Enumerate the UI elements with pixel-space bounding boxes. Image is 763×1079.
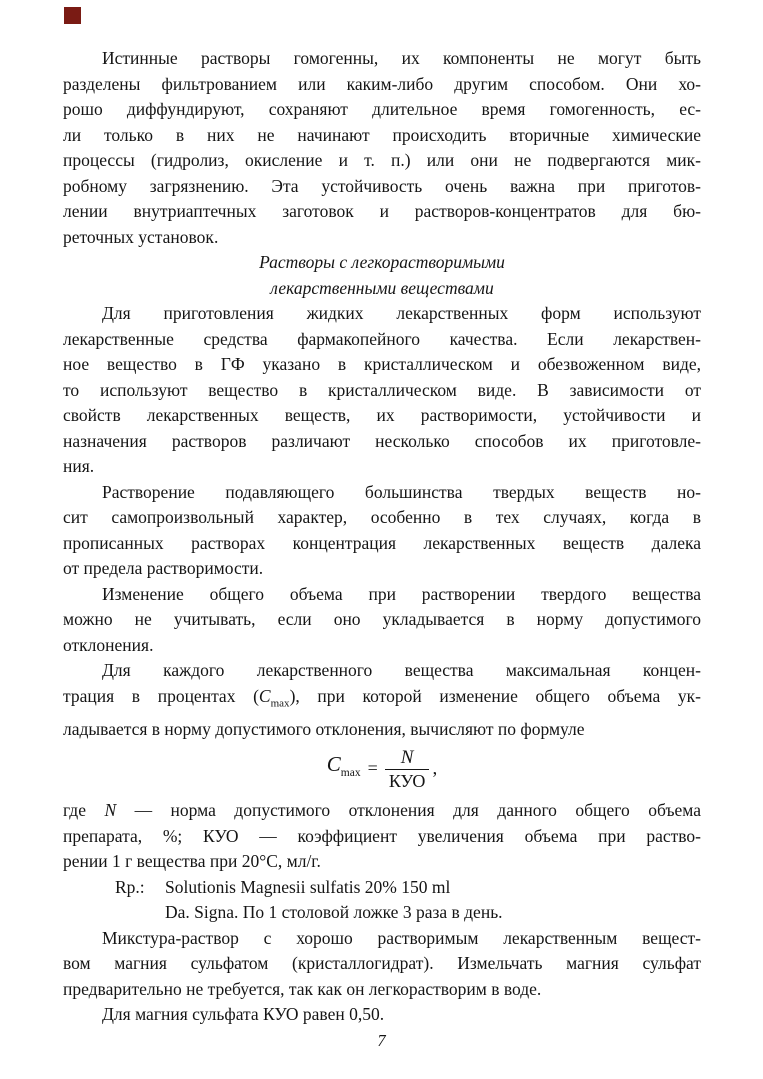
text-line: вом магния сульфатом (кристаллогидрат). Измельчать магния сульфат <box>63 953 701 973</box>
paragraph-dissolution <box>63 480 701 582</box>
paragraph-where <box>63 798 701 875</box>
text-line: трация в процентах $(C_{max})$, при которой изменение общего объема ук- <box>63 685 701 709</box>
paragraph-preparation <box>63 301 701 480</box>
paragraph-true-solutions <box>63 46 701 250</box>
text-line: Для магния сульфата КУО равен 0,50. <box>102 1004 385 1024</box>
text-line: лении внутриаптечных заготовок и растворов-концентратов для бю- <box>63 201 701 221</box>
prescription-block <box>115 875 701 926</box>
text-line: то используют вещество в кристаллическом виде. В зависимости от <box>63 379 701 400</box>
rp-label: Rp.: <box>115 876 145 897</box>
formula-numerator: N <box>385 747 430 770</box>
text-line: процессы (гидролиз, окисление и т. п.) или они не подвергаются мик- <box>63 150 701 170</box>
formula-denominator: КУО <box>388 771 426 792</box>
text-line: можно не учитывать, если оно укладывается в норму допустимого <box>63 609 701 629</box>
text-line: Для приготовления жидких лекарственных форм используют <box>102 303 701 323</box>
paragraph-kuo-value <box>63 1002 701 1028</box>
n-variable: N <box>104 800 117 820</box>
formula-fraction <box>385 747 430 791</box>
text-line: сит самопроизвольный характер, особенно в тех случаях, когда в <box>63 507 701 527</box>
section-title <box>63 250 701 301</box>
text-line: предварительно не требуется, так как он легкорастворим в воде. <box>63 978 542 999</box>
formula-comma: , <box>432 758 438 780</box>
text-line: ния. <box>63 456 95 476</box>
paragraph-cmax <box>63 658 701 742</box>
text-line: где N — норма допустимого отклонения для данного общего объема <box>63 800 701 820</box>
section-title-line: Растворы с легкорастворимыми <box>259 252 505 272</box>
text-line: Растворение подавляющего большинства твердых веществ но- <box>102 481 701 502</box>
text-line: ное вещество в ГФ указано в кристаллическом и обезвоженном виде, <box>63 354 701 374</box>
paragraph-mixture <box>63 926 701 1003</box>
paragraph-volume-change <box>63 582 701 659</box>
cmax-formula <box>63 743 701 795</box>
text-line: отклонения. <box>63 634 154 655</box>
text-line: препарата, %; КУО — коэффициент увеличения объема при раство- <box>63 825 701 846</box>
text-line: от предела растворимости. <box>63 558 264 578</box>
cmax-subscript: max <box>270 697 290 709</box>
text-line: Микстура-раствор с хорошо растворимым лекарственным вещест- <box>102 927 701 948</box>
text-line: ладывается в норму допустимого отклонения, вычисляют по формуле <box>63 718 585 739</box>
text-line: реточных установок. <box>63 226 219 247</box>
text-line: Истинные растворы гомогенны, их компоненты не могут быть <box>102 48 701 68</box>
cmax-variable: C <box>258 685 271 706</box>
equals-sign: = <box>367 758 378 779</box>
prescription-text: Solutionis Magnesii sulfatis 20% 150 ml <box>165 876 451 897</box>
page-number: 7 <box>377 1031 386 1050</box>
text-line: лекарственные средства фармакопейного качества. Если лекарствен- <box>63 328 701 349</box>
text-line: рении 1 г вещества при 20°С, мл/г. <box>63 851 321 871</box>
text-line: Изменение общего объема при растворении твердого вещества <box>102 583 701 604</box>
text-line: прописанных растворах концентрация лекарственных веществ далека <box>63 532 701 553</box>
formula-lhs: $C_{max}$ <box>326 751 361 779</box>
text-line: рошо диффундируют, сохраняют длительное время гомогенность, ес- <box>63 99 701 119</box>
text-line: робному загрязнению. Эта устойчивость очень важна при приготов- <box>63 175 701 196</box>
text-line: Для каждого лекарственного вещества максимальная концен- <box>102 660 701 680</box>
signa-line: Da. Signa. По 1 столовой ложке 3 раза в день. <box>165 902 503 922</box>
text-line: свойств лекарственных веществ, их растворимости, устойчивости и <box>63 405 701 425</box>
text-line: разделены фильтрованием или каким-либо другим способом. Они хо- <box>63 73 701 94</box>
text-line: назначения растворов различают несколько способов их приготовле- <box>63 430 701 451</box>
text-line: ли только в них не начинают происходить вторичные химические <box>63 124 701 145</box>
prescription-line <box>115 875 701 901</box>
section-title-line: лекарственными веществами <box>270 277 494 298</box>
